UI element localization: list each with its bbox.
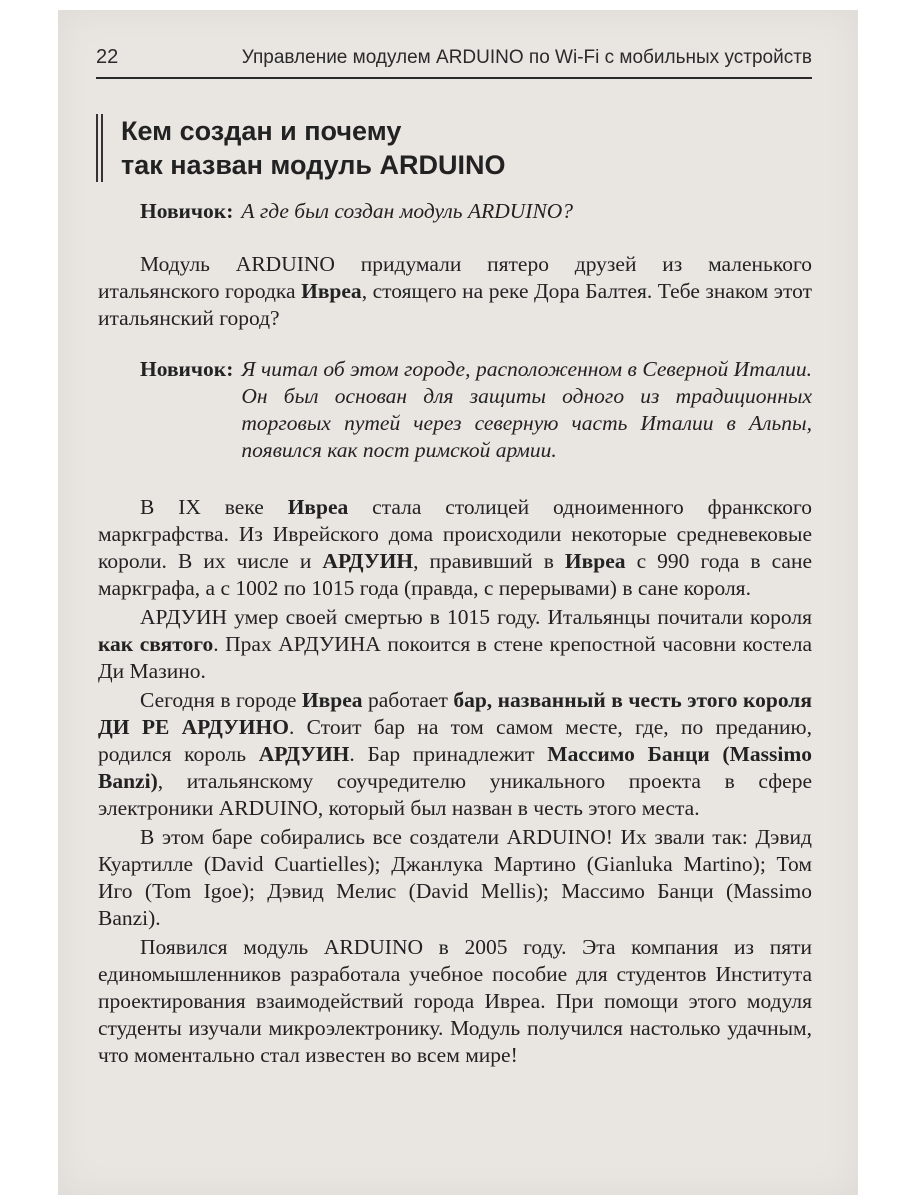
section-title-line-1: Кем создан и почему <box>121 116 402 146</box>
running-title: Управление модулем ARDUINO по Wi-Fi с мобильных устройств <box>241 47 812 68</box>
section-title <box>96 114 506 182</box>
paragraph-3: АРДУИН умер своей смертью в 1015 году. Итальянцы почитали короля как святого. Прах АРДУИНА покоится в стене крепостной часовни костела Ди Мазино. <box>98 605 812 683</box>
paragraph-1: Модуль ARDUINO придумали пятеро друзей из маленького итальянского городка Ивреа, стоящего на реке Дора Балтея. Тебе знаком этот итальянский город? <box>98 252 812 330</box>
page-body <box>98 198 812 1069</box>
speaker-label: Новичок: <box>140 199 234 223</box>
running-header <box>96 46 812 79</box>
speaker-label: Новичок: <box>140 357 234 381</box>
dialog-novice-answer <box>140 356 812 464</box>
section-title-line-2: так назван модуль ARDUINO <box>121 150 506 180</box>
paragraph-4: Сегодня в городе Ивреа работает бар, названный в честь этого короля ДИ РЕ АРДУИНО. Стоит бар на том самом месте, где, по преданию, родился король АРДУИН. Бар принадлежит Массимо Банци (Massimo Banzi), итальянскому соучредителю уникального проекта в сфере электроники ARDUINO, который был назван в честь этого места. <box>98 688 813 820</box>
speaker-text: Я читал об этом городе, расположенном в Северной Италии. Он был основан для защиты одного из традиционных торговых путей через северную часть Италии в Альпы, появился как пост римской армии. <box>241 357 812 462</box>
paragraph-5: В этом баре собирались все создатели ARDUINO! Их звали так: Дэвид Куартилле (David Cuartielles); Джанлука Мартино (Gianluka Martino); Том Иго (Tom Igoe); Дэвид Мелис (David Mellis); Массимо Банци (Massimo Banzi). <box>98 825 812 930</box>
page-number: 22 <box>96 46 119 68</box>
paragraph-2: В IX веке Ивреа стала столицей одноименного франкского маркграфства. Из Иврейского дома происходили некоторые средневековые короли. В их числе и АРДУИН, правивший в Ивреа с 990 года в сане маркграфа, а с 1002 по 1015 года (правда, с перерывами) в сане короля. <box>98 495 812 600</box>
dialog-novice-question <box>140 198 812 225</box>
book-page <box>58 10 858 1195</box>
paragraph-6: Появился модуль ARDUINO в 2005 году. Эта компания из пяти единомышленников разработала учебное пособие для студентов Института проектирования взаимодействий города Ивреа. При помощи этого модуля студенты изучали микроэлектронику. Модуль получился настолько удачным, что моментально стал известен во всем мире! <box>98 935 812 1067</box>
speaker-text: А где был создан модуль ARDUINO? <box>241 199 574 223</box>
